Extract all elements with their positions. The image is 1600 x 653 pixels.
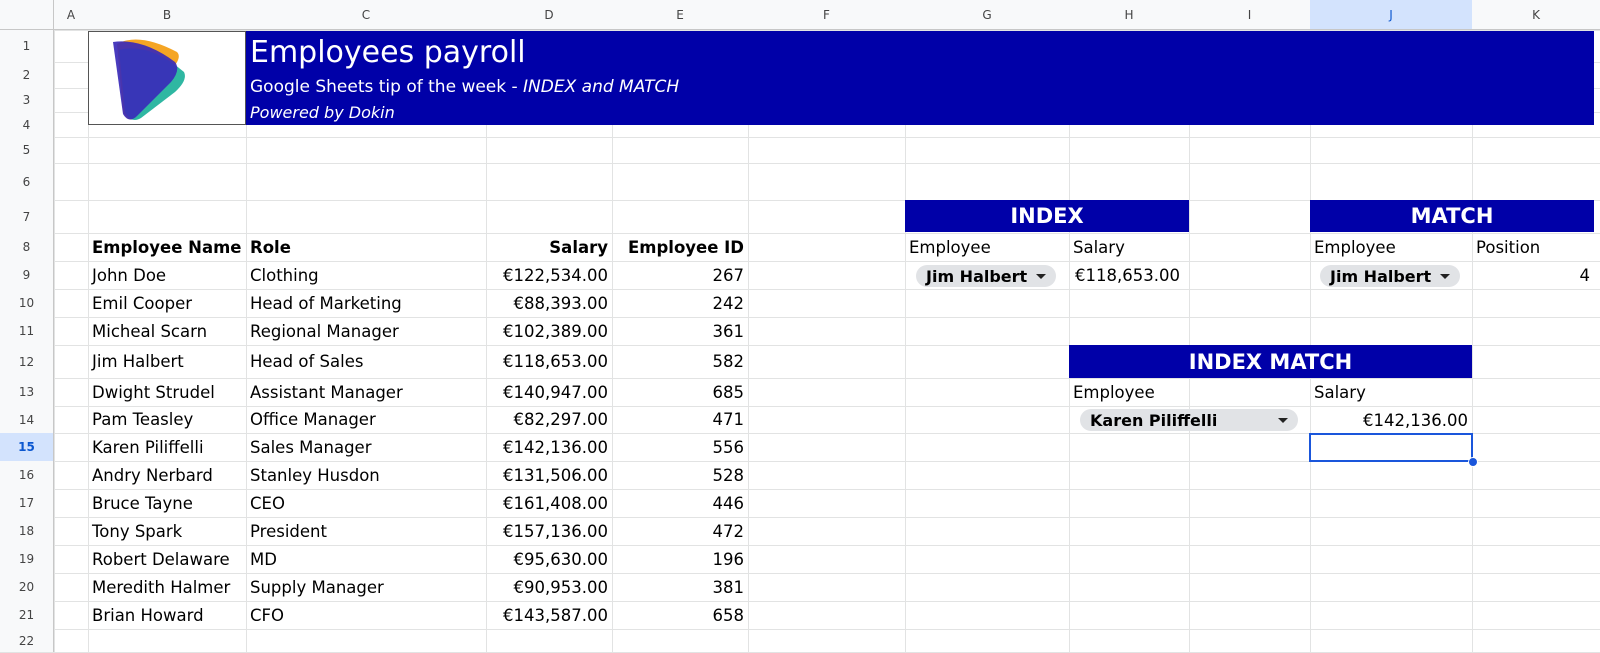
employee-id-cell[interactable]: 658 [712, 605, 744, 625]
employee-id-cell[interactable]: 361 [712, 321, 744, 341]
column-header-g[interactable]: G [905, 0, 1069, 30]
row-header-9[interactable]: 9 [0, 261, 54, 289]
fill-handle[interactable] [1468, 457, 1478, 467]
row-gridline [0, 629, 1600, 630]
row-header-18[interactable]: 18 [0, 517, 54, 545]
index-match-employee-dropdown[interactable] [1080, 409, 1298, 431]
match-employee-value: Jim Halbert [1330, 266, 1432, 286]
employee-name-cell[interactable]: Andry Nerbard [92, 465, 213, 485]
employee-name-cell[interactable]: Emil Cooper [92, 293, 193, 313]
row-header-16[interactable]: 16 [0, 461, 54, 489]
row-header-12[interactable]: 12 [0, 345, 54, 378]
match-box-title[interactable]: MATCH [1310, 200, 1594, 232]
employee-salary-cell[interactable]: €95,630.00 [513, 549, 608, 569]
employee-role-cell[interactable]: Supply Manager [250, 577, 384, 597]
employee-name-cell[interactable]: Jim Halbert [92, 352, 184, 371]
employee-role-cell[interactable]: CFO [250, 605, 284, 625]
employee-salary-cell[interactable]: €82,297.00 [513, 410, 608, 429]
match-employee-dropdown[interactable] [1320, 265, 1460, 287]
employee-salary-cell[interactable]: €143,587.00 [503, 605, 608, 625]
column-header-d[interactable]: D [486, 0, 612, 30]
employee-id-cell[interactable]: 582 [712, 352, 744, 371]
employee-id-cell[interactable]: 196 [712, 549, 744, 569]
index-match-employee-value: Karen Piliffelli [1090, 410, 1218, 430]
employee-name-cell[interactable]: John Doe [92, 265, 167, 285]
employee-salary-cell[interactable]: €102,389.00 [503, 321, 608, 341]
employee-role-cell[interactable]: MD [250, 549, 277, 569]
employee-name-cell[interactable]: Bruce Tayne [92, 493, 193, 513]
banner-title: Employees payroll [250, 35, 526, 70]
index-match-salary-label[interactable]: Salary [1314, 382, 1366, 402]
row-header-21[interactable]: 21 [0, 601, 54, 629]
banner-subtitle [250, 75, 679, 99]
employee-salary-cell[interactable]: €142,136.00 [503, 437, 608, 457]
employee-salary-cell[interactable]: €161,408.00 [503, 493, 608, 513]
select-all-corner[interactable] [0, 0, 54, 30]
employee-name-cell[interactable]: Meredith Halmer [92, 577, 231, 597]
employee-role-cell[interactable]: CEO [250, 493, 285, 513]
employee-id-cell[interactable]: 471 [712, 410, 744, 429]
employee-role-cell[interactable]: Regional Manager [250, 321, 399, 341]
employee-name-cell[interactable]: Karen Piliffelli [92, 437, 204, 457]
column-header-i[interactable]: I [1189, 0, 1310, 30]
employee-salary-cell[interactable]: €140,947.00 [503, 382, 608, 402]
header-employee-name[interactable]: Employee Name [92, 237, 242, 257]
row-header-19[interactable]: 19 [0, 545, 54, 573]
banner-subtitle-italic: INDEX and MATCH [523, 77, 680, 97]
match-employee-label[interactable]: Employee [1314, 237, 1396, 257]
banner-subtitle-prefix: Google Sheets tip of the week - [250, 77, 524, 97]
index-employee-dropdown[interactable] [916, 265, 1056, 287]
employee-role-cell[interactable]: President [250, 521, 327, 541]
employee-id-cell[interactable]: 446 [712, 493, 744, 513]
employee-name-cell[interactable]: Dwight Strudel [92, 382, 215, 402]
employee-id-cell[interactable]: 242 [712, 293, 744, 313]
row-header-11[interactable]: 11 [0, 317, 54, 345]
employee-id-cell[interactable]: 472 [712, 521, 744, 541]
header-salary[interactable]: Salary [549, 237, 608, 257]
employee-name-cell[interactable]: Brian Howard [92, 605, 204, 625]
row-header-6[interactable]: 6 [0, 163, 54, 200]
employee-salary-cell[interactable]: €131,506.00 [503, 465, 608, 485]
index-employee-value: Jim Halbert [926, 266, 1028, 286]
column-header-h[interactable]: H [1069, 0, 1189, 30]
row-header-17[interactable]: 17 [0, 489, 54, 517]
row-gridline [0, 137, 1600, 138]
column-header-c[interactable]: C [246, 0, 486, 30]
index-match-box-title[interactable]: INDEX MATCH [1069, 345, 1472, 378]
banner-powered-by: Powered by Dokin [250, 103, 395, 122]
employee-salary-cell[interactable]: €88,393.00 [513, 293, 608, 313]
row-header-8[interactable]: 8 [0, 233, 54, 261]
column-header-k[interactable]: K [1472, 0, 1600, 30]
employee-salary-cell[interactable]: €118,653.00 [503, 352, 608, 371]
employee-role-cell[interactable]: Head of Sales [250, 352, 364, 371]
employee-salary-cell[interactable]: €90,953.00 [513, 577, 608, 597]
employee-role-cell[interactable]: Stanley Husdon [250, 465, 380, 485]
logo-cell [88, 31, 246, 125]
employee-role-cell[interactable]: Sales Manager [250, 437, 372, 457]
row-header-3[interactable]: 3 [0, 88, 54, 112]
employee-role-cell[interactable]: Clothing [250, 265, 319, 285]
employee-id-cell[interactable]: 556 [712, 437, 744, 457]
employee-name-cell[interactable]: Robert Delaware [92, 549, 230, 569]
row-header-1[interactable]: 1 [0, 30, 54, 62]
employee-name-cell[interactable]: Micheal Scarn [92, 321, 208, 341]
index-box-title[interactable]: INDEX [905, 200, 1189, 232]
column-header-b[interactable]: B [88, 0, 246, 30]
row-header-15[interactable]: 15 [0, 433, 54, 461]
active-cell-selection[interactable] [1309, 433, 1473, 462]
dropdown-arrow-icon [1440, 274, 1450, 279]
index-match-salary-value[interactable]: €142,136.00 [1363, 410, 1468, 430]
row-header-5[interactable]: 5 [0, 137, 54, 163]
row-header-10[interactable]: 10 [0, 289, 54, 317]
employee-name-cell[interactable]: Tony Spark [92, 521, 183, 541]
employee-id-cell[interactable]: 528 [712, 465, 744, 485]
employee-id-cell[interactable]: 381 [712, 577, 744, 597]
row-header-22[interactable]: 22 [0, 629, 54, 652]
dokin-logo-icon [89, 32, 247, 126]
column-header-e[interactable]: E [612, 0, 748, 30]
row-gridline [0, 163, 1600, 164]
row-header-2[interactable]: 2 [0, 62, 54, 88]
index-match-employee-label[interactable]: Employee [1073, 382, 1155, 402]
index-salary-label[interactable]: Salary [1073, 237, 1125, 257]
index-employee-label[interactable]: Employee [909, 237, 991, 257]
employee-id-cell[interactable]: 685 [712, 382, 744, 402]
header-role[interactable]: Role [250, 237, 291, 257]
column-header-a[interactable]: A [54, 0, 88, 30]
header-employee-id[interactable]: Employee ID [628, 237, 744, 257]
column-header-f[interactable]: F [748, 0, 905, 30]
match-position-value[interactable]: 4 [1579, 265, 1590, 285]
employee-name-cell[interactable]: Pam Teasley [92, 410, 194, 429]
dropdown-arrow-icon [1036, 274, 1046, 279]
row-header-7[interactable]: 7 [0, 200, 54, 233]
employee-id-cell[interactable]: 267 [712, 265, 744, 285]
row-header-14[interactable]: 14 [0, 406, 54, 433]
match-position-label[interactable]: Position [1476, 237, 1541, 257]
column-header-j[interactable]: J [1310, 0, 1472, 30]
employee-role-cell[interactable]: Office Manager [250, 410, 376, 429]
row-header-20[interactable]: 20 [0, 573, 54, 601]
row-header-13[interactable]: 13 [0, 378, 54, 406]
column-gridline [54, 0, 55, 652]
employee-salary-cell[interactable]: €157,136.00 [503, 521, 608, 541]
dropdown-arrow-icon [1278, 418, 1288, 423]
employee-role-cell[interactable]: Head of Marketing [250, 293, 402, 313]
employee-role-cell[interactable]: Assistant Manager [250, 382, 403, 402]
index-salary-value[interactable]: €118,653.00 [1075, 265, 1180, 285]
employee-salary-cell[interactable]: €122,534.00 [503, 265, 608, 285]
row-header-4[interactable]: 4 [0, 112, 54, 137]
